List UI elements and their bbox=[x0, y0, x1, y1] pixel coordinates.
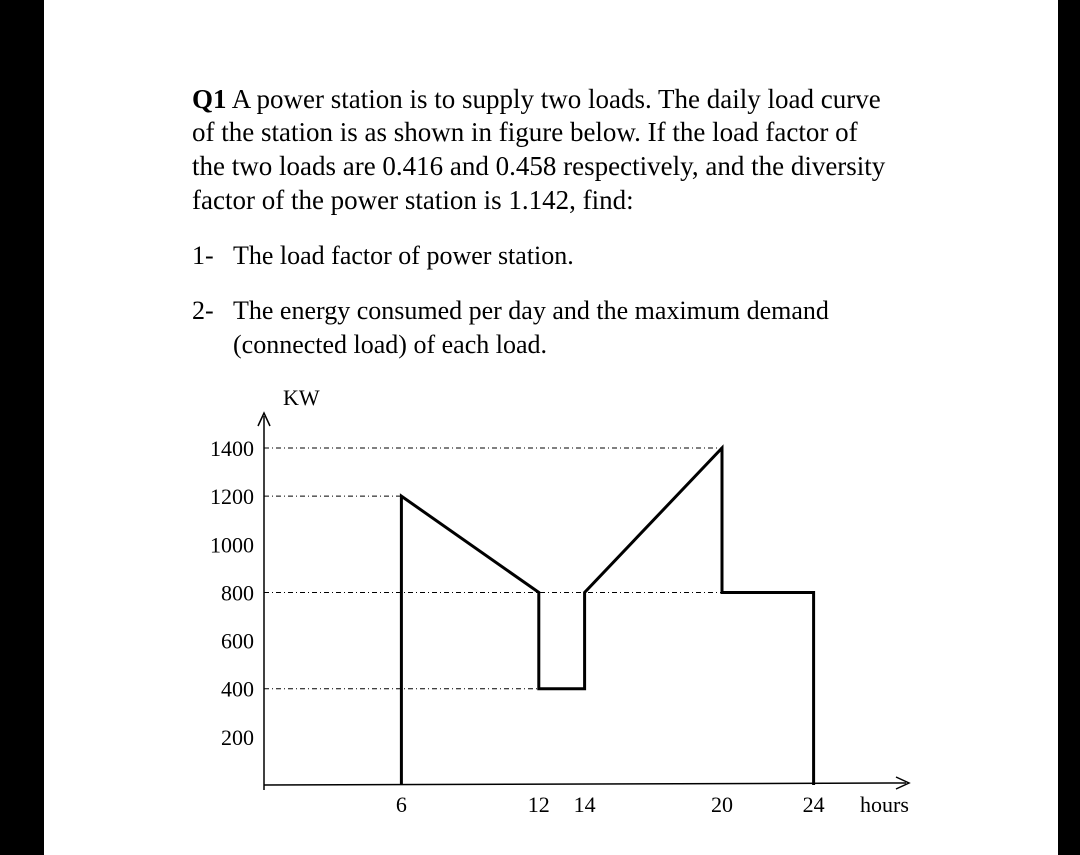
item-2-number: 2- bbox=[192, 296, 214, 325]
question-line-4: factor of the power station is 1.142, find: bbox=[192, 185, 634, 215]
x-tick-label-12: 12 bbox=[527, 792, 550, 817]
question-line-3: the two loads are 0.416 and 0.458 respectively, and the diversity bbox=[192, 151, 886, 181]
y-tick-label-200: 200 bbox=[221, 724, 254, 750]
x-tick-label-14: 14 bbox=[573, 792, 596, 817]
item-1-text: The load factor of power station. bbox=[233, 241, 574, 270]
y-axis-label: KW bbox=[283, 385, 320, 410]
load-curve-line bbox=[401, 448, 813, 785]
x-tick-label-24: 24 bbox=[802, 792, 825, 817]
item-2-text-line-1: The energy consumed per day and the maximum demand bbox=[233, 296, 829, 325]
y-tick-label-800: 800 bbox=[221, 580, 254, 606]
question-label: Q1 bbox=[192, 84, 227, 114]
question-line-2: of the station is as shown in figure below. If the load factor of bbox=[192, 117, 858, 147]
y-tick-label-1000: 1000 bbox=[210, 532, 254, 558]
x-axis-label: hours bbox=[860, 792, 909, 817]
x-tick-label-6: 6 bbox=[395, 792, 407, 817]
y-tick-label-400: 400 bbox=[221, 676, 254, 702]
y-tick-label-600: 600 bbox=[221, 628, 254, 654]
item-1-number: 1- bbox=[192, 241, 214, 270]
x-tick-label-20: 20 bbox=[711, 792, 733, 817]
item-2-text-line-2: (connected load) of each load. bbox=[233, 330, 548, 359]
y-tick-label-1200: 1200 bbox=[210, 484, 254, 510]
question-text-1: A power station is to supply two loads. The daily load curve bbox=[226, 84, 881, 114]
y-tick-label-1400: 1400 bbox=[210, 436, 254, 462]
x-axis bbox=[264, 783, 906, 785]
